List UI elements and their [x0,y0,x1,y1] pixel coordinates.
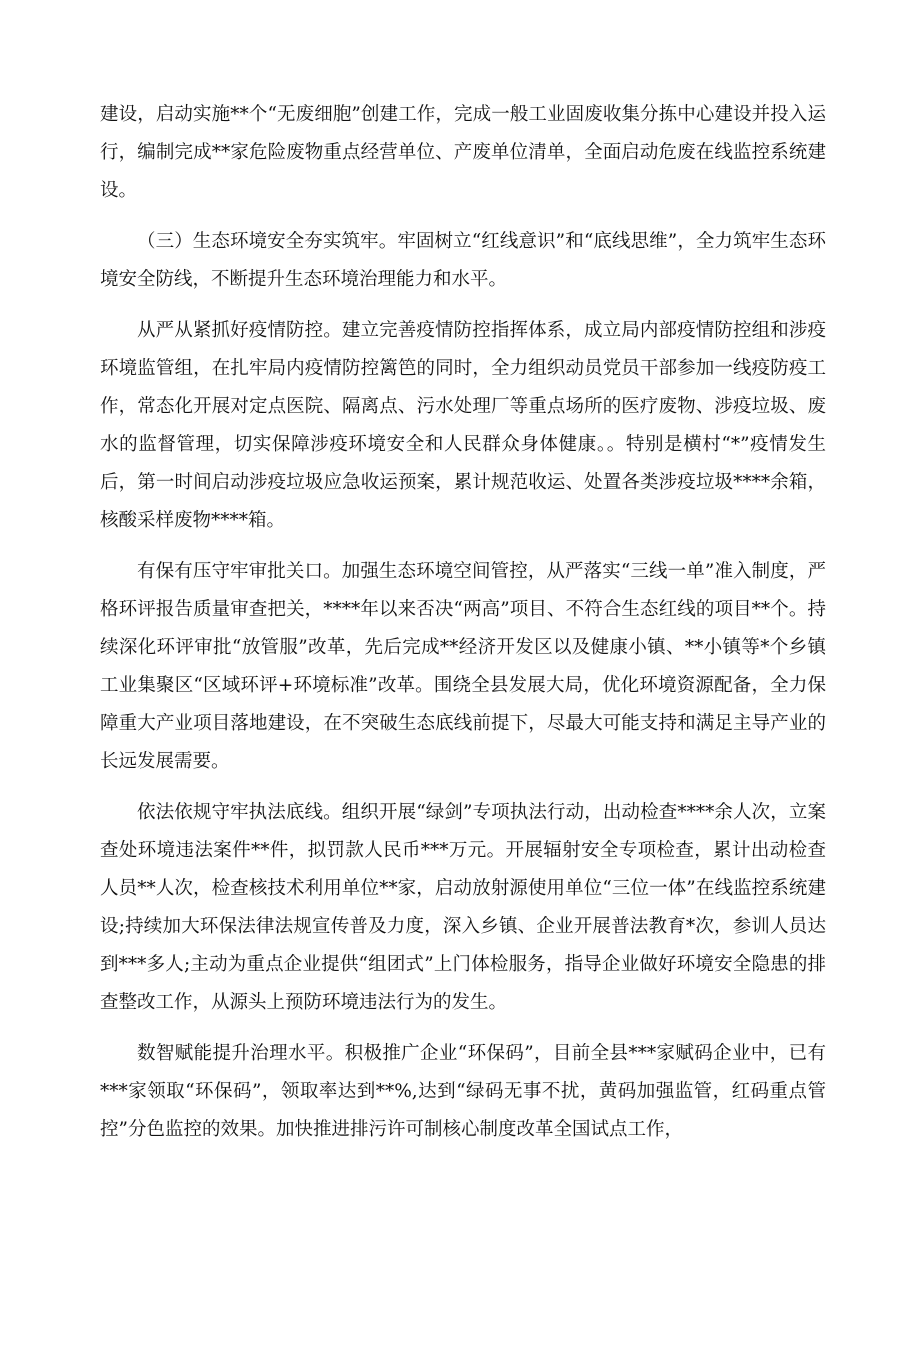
paragraph-3: 从严从紧抓好疫情防控。建立完善疫情防控指挥体系，成立局内部疫情防控组和涉疫环境监管组，在扎牢局内疫情防控篱笆的同时，全力组织动员党员干部参加一线疫防疫工作，常态化开展对定点医院、隔离点、污水处理厂等重点场所的医疗废物、涉疫垃圾、废水的监督管理，切实保障涉疫环境安全和人民群众身体健康。。特别是横村“*”疫情发生后，第一时间启动涉疫垃圾应急收运预案，累计规范收运、处置各类涉疫垃圾****余箱，核酸采样废物****箱。 [100,320,826,531]
paragraph-6: 数智赋能提升治理水平。积极推广企业“环保码”，目前全县***家赋码企业中，已有***家领取“环保码”，领取率达到**%,达到“绿码无事不扰，黄码加强监管，红码重点管控”分色监控的效果。加快推进排污许可制核心制度改革全国试点工作， [100,1043,826,1140]
paragraph-1: 建设，启动实施**个“无废细胞”创建工作，完成一般工业固废收集分拣中心建设并投入运行，编制完成**家危险废物重点经营单位、产废单位清单，全面启动危废在线监控系统建设。 [100,104,826,201]
paragraph-4: 有保有压守牢审批关口。加强生态环境空间管控，从严落实“三线一单”准入制度，严格环评报告质量审查把关，****年以来否决“两高”项目、不符合生态红线的项目**个。持续深化环评审批“放管服”改革，先后完成**经济开发区以及健康小镇、**小镇等*个乡镇工业集聚区“区域环评+环境标准”改革。围绕全县发展大局，优化环境资源配备，全力保障重大产业项目落地建设，在不突破生态底线前提下，尽最大可能支持和满足主导产业的长远发展需要。 [100,561,826,772]
paragraph-2: （三）生态环境安全夯实筑牢。牢固树立“红线意识”和“底线思维”，全力筑牢生态环境安全防线，不断提升生态环境治理能力和水平。 [100,231,826,290]
paragraph-5: 依法依规守牢执法底线。组织开展“绿剑”专项执法行动，出动检查****余人次，立案查处环境违法案件**件，拟罚款人民币***万元。开展辐射安全专项检查，累计出动检查人员**人次，检查核技术利用单位**家，启动放射源使用单位“三位一体”在线监控系统建设;持续加大环保法律法规宣传普及力度，深入乡镇、企业开展普法教育*次，参训人员达到***多人;主动为重点企业提供“组团式”上门体检服务，指导企业做好环境安全隐患的排查整改工作，从源头上预防环境违法行为的发生。 [100,802,826,1013]
document-body [100,96,826,1162]
